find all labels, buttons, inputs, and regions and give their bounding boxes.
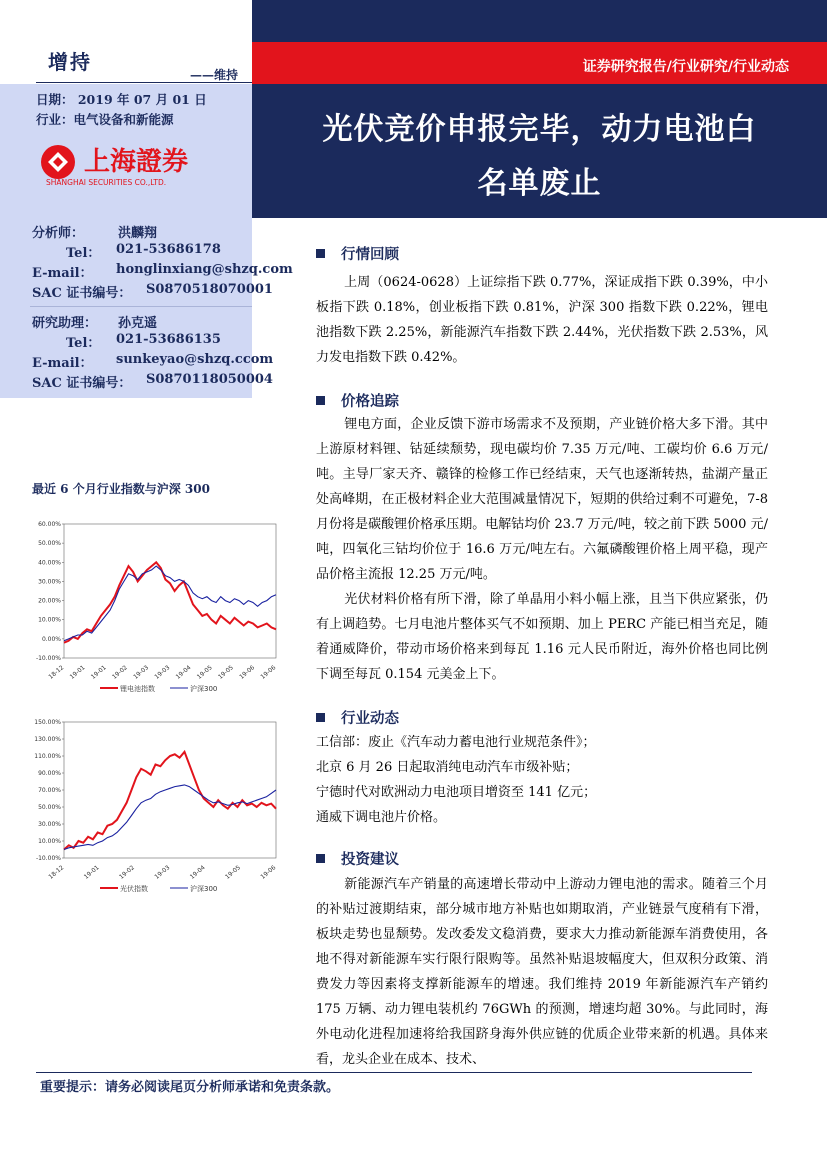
panel-divider: [30, 306, 252, 307]
price-paragraph-2: 光伏材料价格有所下滑，除了单晶用小料小幅上涨，且当下供应紧张，仍有上调趋势。七月电池片整体买气不如预期、加上 PERC 产能已相当充足，随着通威降价，带动市场价格来到每瓦 1.16 元人民币附近，海外价格也同比例下调至每瓦 0.154 元美金上下。: [316, 592, 768, 682]
assistant-role: 研究助理：: [32, 316, 98, 331]
footer-divider: [36, 1072, 752, 1073]
series-line-csi300: [64, 566, 276, 641]
x-tick-label: 19-05: [224, 864, 242, 881]
series-line-csi300: [64, 785, 276, 850]
x-tick-label: 19-02: [111, 664, 129, 681]
plot-frame: [64, 524, 276, 658]
section-heading-price: 价格追踪: [316, 390, 399, 411]
x-tick-label: 19-05: [195, 664, 214, 681]
advice-paragraph: 新能源汽车产销量的高速增长带动中上游动力锂电池的需求。随着三个月的补贴过渡期结束，部分城市地方补贴也如期取消，产业链景气度稍有下滑，板块走势也显颓势。发改委发文稳消费，要求大力推动新能源车消费使用，各地不得对新能源车实行限行限购等。虽然补贴退坡幅度大，但双积分政策、消费发力等因素将支撑新能源车的增速。我们维持 2019 年新能源汽车产销约 175 万辆、动力锂电装机约 76GWh 的预测，增速均超 30%。与此同时，海外电动化进程加速将给我国跻身海外供应链的优质企业带来新的机遇。具体来看，龙头企业在成本、技术、: [316, 877, 768, 1067]
square-bullet-icon: [316, 854, 325, 863]
assistant-email-label: E-mail：: [32, 356, 93, 371]
rating-sub: ——维持: [190, 68, 239, 82]
y-tick-label: -10.00%: [35, 855, 61, 862]
report-title-line1: 光伏竞价申报完毕，动力电池白: [322, 112, 757, 147]
square-bullet-icon: [316, 713, 325, 722]
analyst-email-label: E-mail：: [32, 266, 93, 281]
x-tick-label: 19-04: [188, 864, 207, 881]
report-title-line2: 名单废止: [477, 166, 602, 201]
x-tick-label: 19-06: [259, 864, 278, 881]
chart-pv-vs-csi300: [30, 716, 282, 898]
y-tick-label: -10.00%: [35, 655, 61, 662]
x-tick-label: 19-01: [68, 664, 87, 681]
legend-label: 光伏指数: [120, 885, 148, 893]
y-tick-label: 20.00%: [38, 597, 61, 605]
y-tick-label: 150.00%: [34, 719, 61, 726]
assistant-tel-label: Tel：: [66, 336, 101, 351]
logo-text-cn: 上海證券: [84, 147, 189, 177]
analyst-name: 洪麟翔: [118, 226, 158, 241]
section-heading-review: 行情回顾: [316, 243, 399, 264]
y-tick-label: 10.00%: [38, 616, 61, 624]
x-tick-label: 19-01: [89, 664, 108, 681]
rating: 增持: [48, 50, 92, 74]
square-bullet-icon: [316, 249, 325, 258]
y-tick-label: 30.00%: [38, 578, 61, 586]
left-info-panel: [0, 84, 252, 398]
assistant-name: 孙克遥: [118, 316, 158, 331]
dynamics-item: 工信部：废止《汽车动力蓄电池行业规范条件》；: [316, 735, 596, 750]
title-block: [252, 84, 827, 218]
square-bullet-icon: [316, 396, 325, 405]
y-tick-label: 130.00%: [34, 736, 61, 743]
y-tick-label: 60.00%: [38, 521, 61, 528]
x-tick-label: 18-12: [47, 664, 66, 681]
y-tick-label: 70.00%: [38, 787, 61, 794]
x-tick-label: 19-06: [259, 664, 278, 681]
analyst-role: 分析师：: [32, 226, 85, 241]
section-heading-dynamics: 行业动态: [316, 707, 399, 728]
y-tick-label: 50.00%: [38, 804, 61, 811]
logo-text-en: SHANGHAI SECURITIES CO.,LTD.: [46, 178, 167, 187]
y-tick-label: 110.00%: [34, 753, 61, 760]
y-tick-label: 0.00%: [41, 635, 61, 643]
x-tick-label: 18-12: [47, 864, 66, 881]
x-tick-label: 19-01: [82, 864, 101, 881]
dynamics-item: 宁德时代对欧洲动力电池项目增资至 141 亿元；: [316, 785, 597, 800]
company-logo: [38, 140, 228, 188]
y-tick-label: 40.00%: [38, 559, 61, 567]
chart-lithium-vs-csi300: [30, 518, 282, 698]
x-tick-label: 19-05: [217, 664, 235, 681]
section-heading-advice: 投资建议: [316, 848, 399, 869]
dynamics-item: 北京 6 月 26 日起取消纯电动汽车市级补贴；: [316, 760, 579, 775]
review-paragraph: 上周（0624-0628）上证综指下跌 0.77%，深证成指下跌 0.39%，中小板指下跌 0.18%，创业板指下跌 0.81%，沪深 300 指数下跌 0.22%，锂电池指数下跌 2.25%，新能源汽车指数下跌 2.44%，光伏指数下跌 2.53%，风力发电指数下跌 0.42%。: [316, 275, 768, 365]
y-tick-label: 50.00%: [38, 540, 61, 548]
report-date: 日期： 2019 年 07 月 01 日: [36, 92, 207, 107]
analyst-tel-label: Tel：: [66, 246, 101, 261]
rating-divider: [36, 82, 252, 83]
price-paragraph-1: 锂电方面，企业反馈下游市场需求不及预期，产业链价格大多下滑。其中上游原材料锂、钴延续颓势，现电碳均价 7.35 万元/吨、工碳均价 6.6 万元/吨。主导厂家天齐、赣锋的检修工作已经结束，天气也逐渐转热，盐湖产量正处高峰期，在正极材料企业大范围减量情况下，短期的供给过剩不可避免，7-8 月份将是碳酸锂价格承压期。电解钴均价 23.7 万元/吨，较之前下跌 5000 元/吨，四氧化三钴均价位于 16.6 万元/吨左右。六氟磷酸锂价格上周平稳，现产品价格主流报 12.25 万元/吨。: [316, 417, 768, 582]
analyst-email[interactable]: honglinxiang@shzq.com: [116, 262, 293, 277]
assistant-email[interactable]: sunkeyao@shzq.ccom: [116, 352, 274, 367]
legend-label: 沪深300: [190, 685, 218, 693]
report-breadcrumb: 证券研究报告/行业研究/行业动态: [582, 59, 789, 75]
analyst-sac-label: SAC 证书编号：: [32, 286, 132, 301]
series-line-industry: [64, 562, 276, 642]
y-tick-label: 10.00%: [38, 838, 61, 845]
x-tick-label: 19-03: [153, 864, 172, 881]
x-tick-label: 19-03: [132, 664, 151, 681]
assistant-sac-label: SAC 证书编号：: [32, 376, 132, 391]
legend-label: 沪深300: [190, 885, 218, 893]
x-tick-label: 19-04: [174, 664, 193, 681]
x-tick-label: 19-03: [153, 664, 172, 681]
series-line-industry: [64, 752, 276, 850]
analyst-tel: 021-53686178: [116, 242, 221, 257]
chart-caption: 最近 6 个月行业指数与沪深 300: [32, 482, 210, 496]
legend-label: 锂电池指数: [120, 685, 155, 693]
x-tick-label: 19-06: [238, 664, 257, 681]
header-navy-bar: [252, 0, 827, 42]
footer-notice: 重要提示：请务必阅读尾页分析师承诺和免责条款。: [40, 1080, 340, 1095]
dynamics-item: 通威下调电池片价格。: [316, 810, 447, 825]
report-industry: 行业：电气设备和新能源: [36, 112, 174, 127]
x-tick-label: 19-02: [118, 864, 136, 881]
assistant-tel: 021-53686135: [116, 332, 221, 347]
assistant-sac: S0870118050004: [146, 372, 273, 387]
analyst-sac: S0870518070001: [146, 282, 273, 297]
y-tick-label: 90.00%: [38, 770, 61, 777]
y-tick-label: 30.00%: [38, 821, 61, 828]
plot-frame: [64, 722, 276, 858]
